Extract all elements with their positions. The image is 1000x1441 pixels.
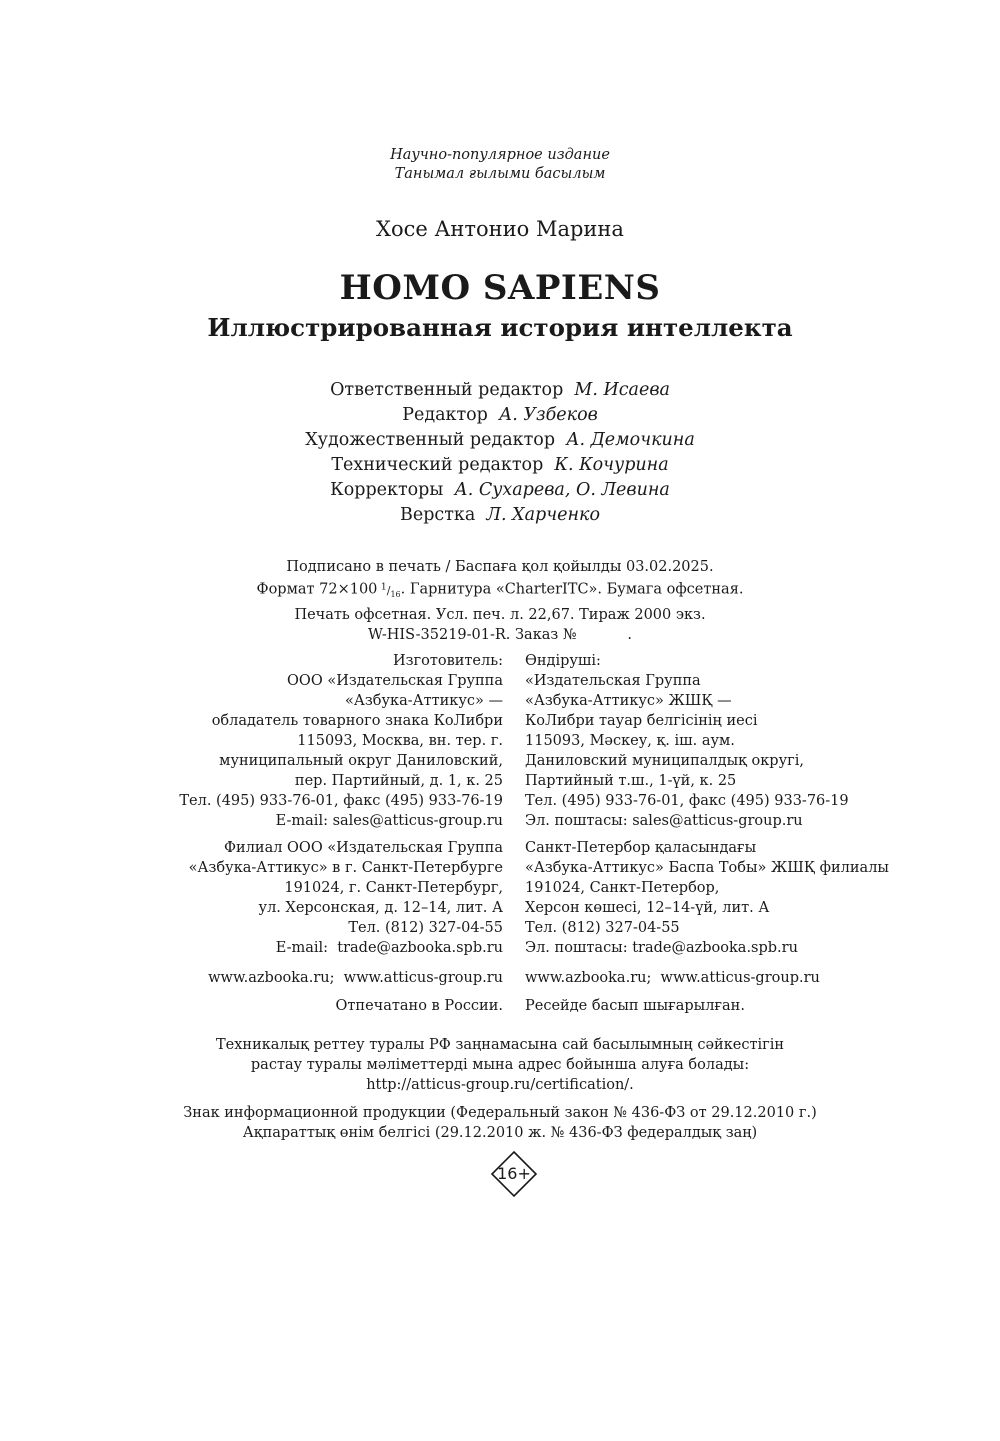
branch-ru-line: Тел. (812) 327-04-55 xyxy=(348,920,503,936)
credits-block xyxy=(0,378,1000,528)
websites-kk-line[interactable]: www.azbooka.ru; www.atticus-group.ru xyxy=(525,970,820,986)
branch-kk-line: Тел. (812) 327-04-55 xyxy=(525,920,680,936)
manufacturer-ru-line: E-mail: sales@atticus-group.ru xyxy=(275,813,503,829)
info-sign-ru: Знак информационной продукции (Федеральный закон № 436-ФЗ от 29.12.2010 г.) xyxy=(183,1105,817,1121)
branch-ru-line: Филиал ООО «Издательская Группа xyxy=(224,840,503,856)
printed-ru xyxy=(140,996,503,1016)
branch-kk-line: «Азбука-Аттикус» Баспа Тобы» ЖШҚ филиалы xyxy=(525,860,889,876)
credit-role: Редактор xyxy=(402,405,488,425)
signed-line: Подписано в печать / Баспаға қол қойылды 03.02.2025. xyxy=(286,559,714,575)
genre-kk: Танымал ғылыми басылым xyxy=(394,166,606,182)
credit-role: Верстка xyxy=(399,505,476,525)
book-title: HOMO SAPIENS xyxy=(339,268,661,308)
branch-kk-line: Эл. поштасы: trade@azbooka.spb.ru xyxy=(525,940,798,956)
credit-role: Технический редактор xyxy=(331,455,544,475)
branch-ru-line: 191024, г. Санкт-Петербург, xyxy=(284,880,503,896)
age-rating-text: 16+ xyxy=(497,1164,531,1183)
fraction-denominator: 16 xyxy=(390,589,401,599)
branch-kk-line: 191024, Санкт-Петербор, xyxy=(525,880,720,896)
manufacturer-ru xyxy=(140,651,503,831)
credit-name: М. Исаева xyxy=(574,380,670,400)
credit-name: К. Кочурина xyxy=(554,455,669,475)
credit-line xyxy=(0,453,1000,478)
branch-ru-line: E-mail: trade@azbooka.spb.ru xyxy=(275,940,503,956)
manufacturer-kk-line: 115093, Мәскеу, қ. іш. аум. xyxy=(525,733,735,749)
certification-link[interactable]: http://atticus-group.ru/certification/. xyxy=(366,1077,634,1093)
credit-role: Ответственный редактор xyxy=(330,380,564,400)
manufacturer-ru-line: 115093, Москва, вн. тер. г. xyxy=(297,733,503,749)
manufacturer-ru-line: пер. Партийный, д. 1, к. 25 xyxy=(294,773,503,789)
credit-line xyxy=(0,403,1000,428)
websites-kk xyxy=(525,968,945,988)
manufacturer-ru-line: муниципальный округ Даниловский, xyxy=(219,753,503,769)
websites-ru-line[interactable]: www.azbooka.ru; www.atticus-group.ru xyxy=(208,970,503,986)
author: Хосе Антонио Марина xyxy=(376,217,624,241)
manufacturer-ru-line: Изготовитель: xyxy=(392,653,503,669)
credit-line xyxy=(0,503,1000,528)
manufacturer-ru-line: «Азбука-Аттикус» — xyxy=(344,693,503,709)
manufacturer-ru-line: обладатель товарного знака КоЛибри xyxy=(211,713,503,729)
printed-ru-line: Отпечатано в России. xyxy=(335,998,503,1014)
format-prefix: Формат 72×100 xyxy=(256,581,378,598)
manufacturer-ru-line: ООО «Издательская Группа xyxy=(287,673,503,689)
manufacturer-kk-line: Партийный т.ш., 1-үй, к. 25 xyxy=(525,773,737,789)
order-line: W-HIS-35219-01-R. Заказ № . xyxy=(368,626,632,643)
credit-name: А. Узбеков xyxy=(499,405,598,425)
genre-ru: Научно-популярное издание xyxy=(390,147,610,163)
info-sign-kk: Ақпараттық өнім белгісі (29.12.2010 ж. № 436-ФЗ федералдық заң) xyxy=(242,1125,758,1141)
credit-line xyxy=(0,428,1000,453)
credit-role: Художественный редактор xyxy=(305,430,556,450)
manufacturer-kk-line: «Издательская Группа xyxy=(525,673,701,689)
print-line: Печать офсетная. Усл. печ. л. 22,67. Тираж 2000 экз. xyxy=(294,606,706,623)
fraction-numerator: 1 xyxy=(380,581,387,592)
credit-role: Корректоры xyxy=(330,480,444,500)
book-subtitle: Иллюстрированная история интеллекта xyxy=(207,313,793,342)
credit-line xyxy=(0,478,1000,503)
manufacturer-kk xyxy=(525,651,945,831)
age-rating-badge xyxy=(490,1150,538,1198)
manufacturer-kk-line: Эл. поштасы: sales@atticus-group.ru xyxy=(525,813,803,829)
credit-name: А. Сухарева, О. Левина xyxy=(454,480,670,500)
format-line xyxy=(0,577,1000,605)
format-fraction: $^1/_{16}$ xyxy=(380,581,401,599)
tech-regulation xyxy=(0,1035,1000,1095)
tech-regulation-line: Техникалық реттеу туралы РФ заңнамасына сай басылымның сәйкестігін xyxy=(215,1037,785,1053)
manufacturer-kk-line: КоЛибри тауар белгісінің иесі xyxy=(525,713,758,729)
branch-kk-line: Санкт-Петербор қаласындағы xyxy=(525,840,757,856)
branch-ru-line: ул. Херсонская, д. 12–14, лит. А xyxy=(258,900,503,916)
websites-ru xyxy=(140,968,503,988)
manufacturer-kk-line: «Азбука-Аттикус» ЖШҚ — xyxy=(525,693,732,709)
tech-regulation-line: растау туралы мәліметтерді мына адрес бойынша алуға болады: xyxy=(250,1057,750,1073)
print-info xyxy=(0,557,1000,645)
manufacturer-ru-line: Тел. (495) 933-76-01, факс (495) 933-76-19 xyxy=(179,793,503,809)
credit-line xyxy=(0,378,1000,403)
manufacturer-kk-line: Тел. (495) 933-76-01, факс (495) 933-76-19 xyxy=(525,793,849,809)
branch-kk-line: Херсон көшесі, 12–14-үй, лит. А xyxy=(525,900,770,916)
info-sign xyxy=(0,1103,1000,1143)
credit-name: А. Демочкина xyxy=(566,430,695,450)
format-suffix: . Гарнитура «CharterITC». Бумага офсетная. xyxy=(400,581,744,598)
manufacturer-kk-line: Даниловский муниципалдық округі, xyxy=(525,753,804,769)
printed-kk-line: Ресейде басып шығарылған. xyxy=(525,998,745,1014)
genre-block xyxy=(0,146,1000,184)
branch-kk xyxy=(525,838,945,958)
branch-ru-line: «Азбука-Аттикус» в г. Санкт-Петербурге xyxy=(188,860,503,876)
manufacturer-kk-line: Өндіруші: xyxy=(525,653,601,669)
branch-ru xyxy=(140,838,503,958)
printed-kk xyxy=(525,996,945,1016)
credit-name: Л. Харченко xyxy=(486,505,600,525)
